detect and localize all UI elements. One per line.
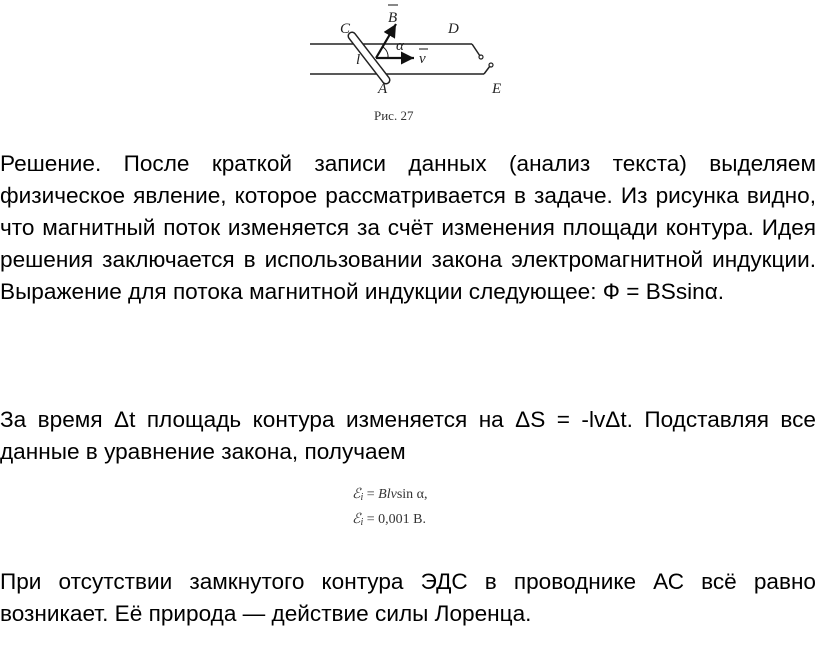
paragraph-lorentz: При отсутствии замкнутого контура ЭДС в проводнике АС всё равно возникает. Её природа — действие силы Лоренца. [0,569,816,626]
emf-formula [352,484,492,534]
label-a: A [378,81,388,97]
formula-line-general [352,484,492,509]
equals-sign: = [363,487,379,502]
paragraph-area-change: За время Δt площадь контура изменяется на ΔS = -lvΔt. Подставляя все данные в уравнение закона, получаем [0,407,816,464]
label-v: v [419,51,426,67]
emf-subscript: i [360,517,364,528]
expr-function: sin [396,487,417,502]
emf-symbol: ℰ [352,487,361,502]
alpha-arc [383,47,388,58]
label-b: B [388,10,398,26]
lower-rail-switch [484,66,490,74]
label-l: l [356,52,361,68]
b-vector-arrow [376,24,396,58]
expr-angle: α [416,487,425,502]
figure-27 [300,0,510,128]
expr-tail: , [424,487,428,502]
expr-variables: Blv [378,487,397,502]
lower-terminal [489,63,493,67]
emf-subscript: i [360,492,364,503]
label-e: E [492,81,502,97]
circuit-diagram [300,0,510,128]
paragraph-solution: Решение. После краткой записи данных (анализ текста) выделяем физическое явление, которое рассматривается в задаче. Из рисунка видно, что магнитный поток изменяется за счёт изменения площади контура. Идея решения заключается в использовании закона электромагнитной индукции. Выражение для потока магнитной индукции следующее: Ф = BSsinα. [0,151,816,304]
label-c: C [340,21,351,37]
upper-terminal [479,55,483,59]
emf-symbol: ℰ [352,512,361,527]
label-d: D [448,21,459,37]
figure-caption: Рис. 27 [374,108,414,123]
equals-sign: = [363,512,379,527]
formula-line-value [352,509,492,534]
upper-rail-switch [472,44,480,56]
emf-value: 0,001 В. [378,512,427,527]
label-alpha: α [396,38,404,54]
